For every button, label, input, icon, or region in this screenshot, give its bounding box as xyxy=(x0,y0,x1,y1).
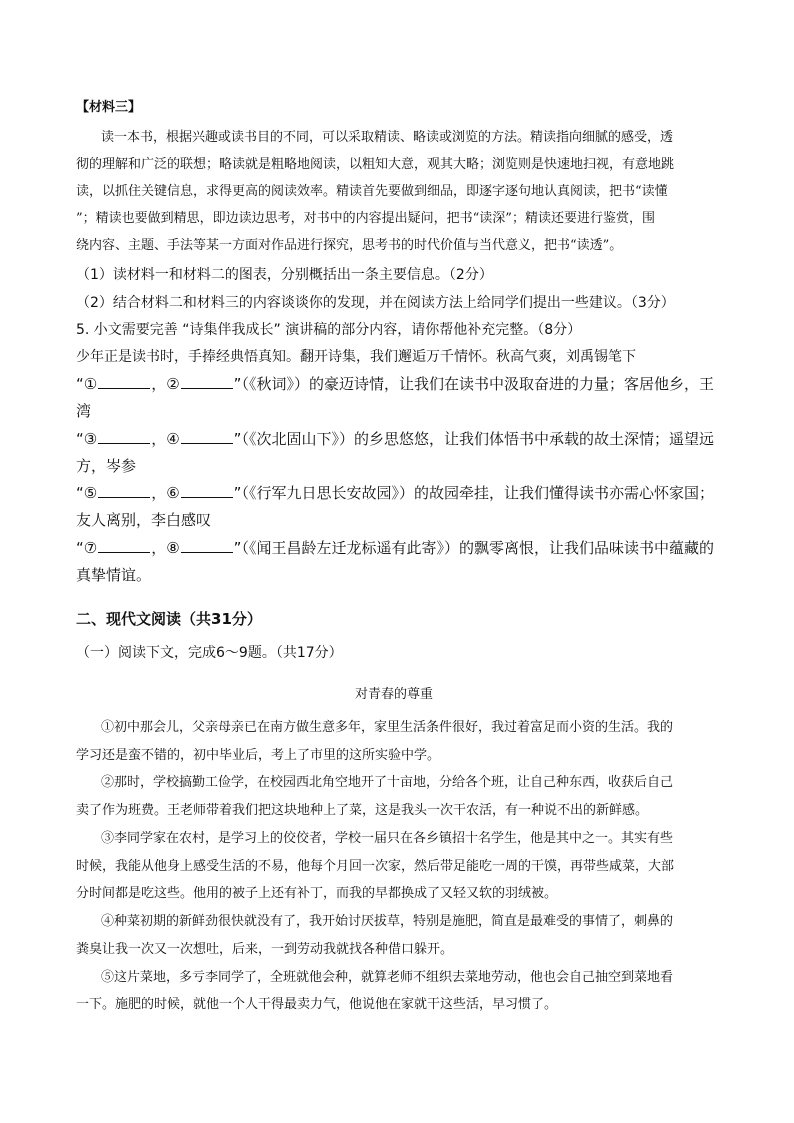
article-paragraph-line: ④种菜初期的新鲜劲很快就没有了，我开始讨厌拔草，特别是施肥，简直是最难受的事情了，刺鼻的 xyxy=(101,914,674,929)
fill-line-1 xyxy=(76,373,714,394)
fill-marker: “① xyxy=(76,375,98,393)
material3-heading: 【材料三】 xyxy=(76,100,142,115)
material3-line: 读一本书，根据兴趣或读书目的不同，可以采取精读、略读或浏览的方法。精读指向细腻的感受，透 xyxy=(101,130,674,145)
question-1: （1）读材料一和材料二的图表，分别概括出一条主要信息。（2分） xyxy=(76,267,493,283)
fill-wrap-2: 方，岑参 xyxy=(76,457,137,475)
answer-blank-3[interactable] xyxy=(98,431,150,444)
answer-blank-6[interactable] xyxy=(181,485,233,498)
article-paragraph-line: ③李同学家在农村，是学习上的佼佼者，学校一届只在各乡镇招十名学生，他是其中之一。其实有些 xyxy=(101,831,674,846)
question-2: （2）结合材料二和材料三的内容谈谈你的发现，并在阅读方法上给同学们提出一些建议。（3分） xyxy=(76,295,675,311)
fill-text: ”（《闻王昌龄左迁龙标遥有此寄》）的飘零离恨，让我们品味读书中蕴藏的 xyxy=(233,539,714,557)
fill-line-2 xyxy=(76,428,714,449)
article-paragraph-line: 学习还是蛮不错的，初中毕业后，考上了市里的这所实验中学。 xyxy=(76,748,441,763)
article-paragraph-line: ⑤这片菜地，多亏李同学了，全班就他会种，就算老师不组织去菜地劳动，他也会自己抽空到菜地看 xyxy=(101,970,674,985)
answer-blank-7[interactable] xyxy=(98,540,150,553)
section-subheading: （一）阅读下文，完成6～9题。（共17分） xyxy=(76,645,343,661)
answer-blank-1[interactable] xyxy=(98,376,150,389)
fill-marker: ，⑥ xyxy=(151,484,180,502)
fill-marker: ，⑧ xyxy=(151,539,180,557)
answer-blank-4[interactable] xyxy=(181,431,233,444)
fill-text: ”（《秋词》）的豪迈诗情，让我们在读书中汲取奋进的力量；客居他乡，王 xyxy=(233,375,714,393)
fill-text: ”（《次北固山下》）的乡思悠悠，让我们体悟书中承载的故土深情；遥望远 xyxy=(233,430,714,448)
material3-line: 绕内容、主题、手法等某一方面对作品进行探究，思考书的时代价值与当代意义，把书“读透”。 xyxy=(76,238,623,253)
fill-marker: “③ xyxy=(76,430,98,448)
fill-marker: “⑦ xyxy=(76,539,98,557)
article-paragraph-line: 分时间都是吃这些。他用的被子上还有补丁，而我的早都换成了又轻又软的羽绒被。 xyxy=(76,886,558,901)
section-heading: 二、现代文阅读（共31分） xyxy=(76,610,262,628)
question-5: 5. 小文需要完善 “诗集伴我成长” 演讲稿的部分内容，请你帮他补充完整。（8分） xyxy=(76,322,582,338)
article-paragraph-line: ②那时，学校搞勤工俭学，在校园西北角空地开了十亩地，分给各个班，让自己种东西，收获后自己 xyxy=(101,775,674,790)
fill-marker: ，④ xyxy=(151,430,180,448)
question-5-intro: 少年正是读书时，手捧经典悟真知。翻开诗集，我们邂逅万千情怀。秋高气爽，刘禹锡笔下 xyxy=(76,349,636,365)
article-paragraph-line: 粪臭让我一次又一次想吐，后来，一到劳动我就找各种借口躲开。 xyxy=(76,942,454,957)
answer-blank-8[interactable] xyxy=(181,540,233,553)
fill-line-3 xyxy=(76,482,714,503)
material3-line: 读，以抓住关键信息，求得更高的阅读效率。精读首先要做到细品，即逐字逐句地认真阅读，把书“读懂 xyxy=(76,184,668,199)
fill-marker: ，② xyxy=(151,375,180,393)
article-paragraph-line: 卖了作为班费。王老师带着我们把这块地种上了菜，这是我头一次干农活，有一种说不出的新鲜感。 xyxy=(76,803,649,818)
fill-wrap-1: 湾 xyxy=(76,402,92,420)
answer-blank-2[interactable] xyxy=(181,376,233,389)
answer-blank-5[interactable] xyxy=(98,485,150,498)
article-title: 对青春的尊重 xyxy=(355,687,434,702)
fill-wrap-4: 真挚情谊。 xyxy=(76,566,152,584)
fill-marker: “⑤ xyxy=(76,484,98,502)
fill-line-4 xyxy=(76,537,714,558)
article-paragraph-line: ①初中那会儿，父亲母亲已在南方做生意多年，家里生活条件很好，我过着富足而小资的生活。我的 xyxy=(101,720,674,735)
material3-line: ”；精读也要做到精思，即边读边思考，对书中的内容提出疑问，把书“读深”；精读还要进行鉴赏，围 xyxy=(76,211,655,226)
fill-wrap-3: 友人离别，李白感叹 xyxy=(76,511,212,529)
article-paragraph-line: 一下。施肥的时候，就他一个人干得最卖力气，他说他在家就干这些活，早习惯了。 xyxy=(76,997,558,1012)
material3-line: 彻的理解和广泛的联想；略读就是粗略地阅读，以粗知大意，观其大略；浏览则是快速地扫视，有意地跳 xyxy=(76,157,675,172)
article-paragraph-line: 时候，我能从他身上感受生活的不易，他每个月回一次家，然后带足能吃一周的干馍，再带些咸菜，大部 xyxy=(76,859,675,874)
fill-text: ”（《行军九日思长安故园》）的故园牵挂，让我们懂得读书亦需心怀家国； xyxy=(233,484,714,502)
